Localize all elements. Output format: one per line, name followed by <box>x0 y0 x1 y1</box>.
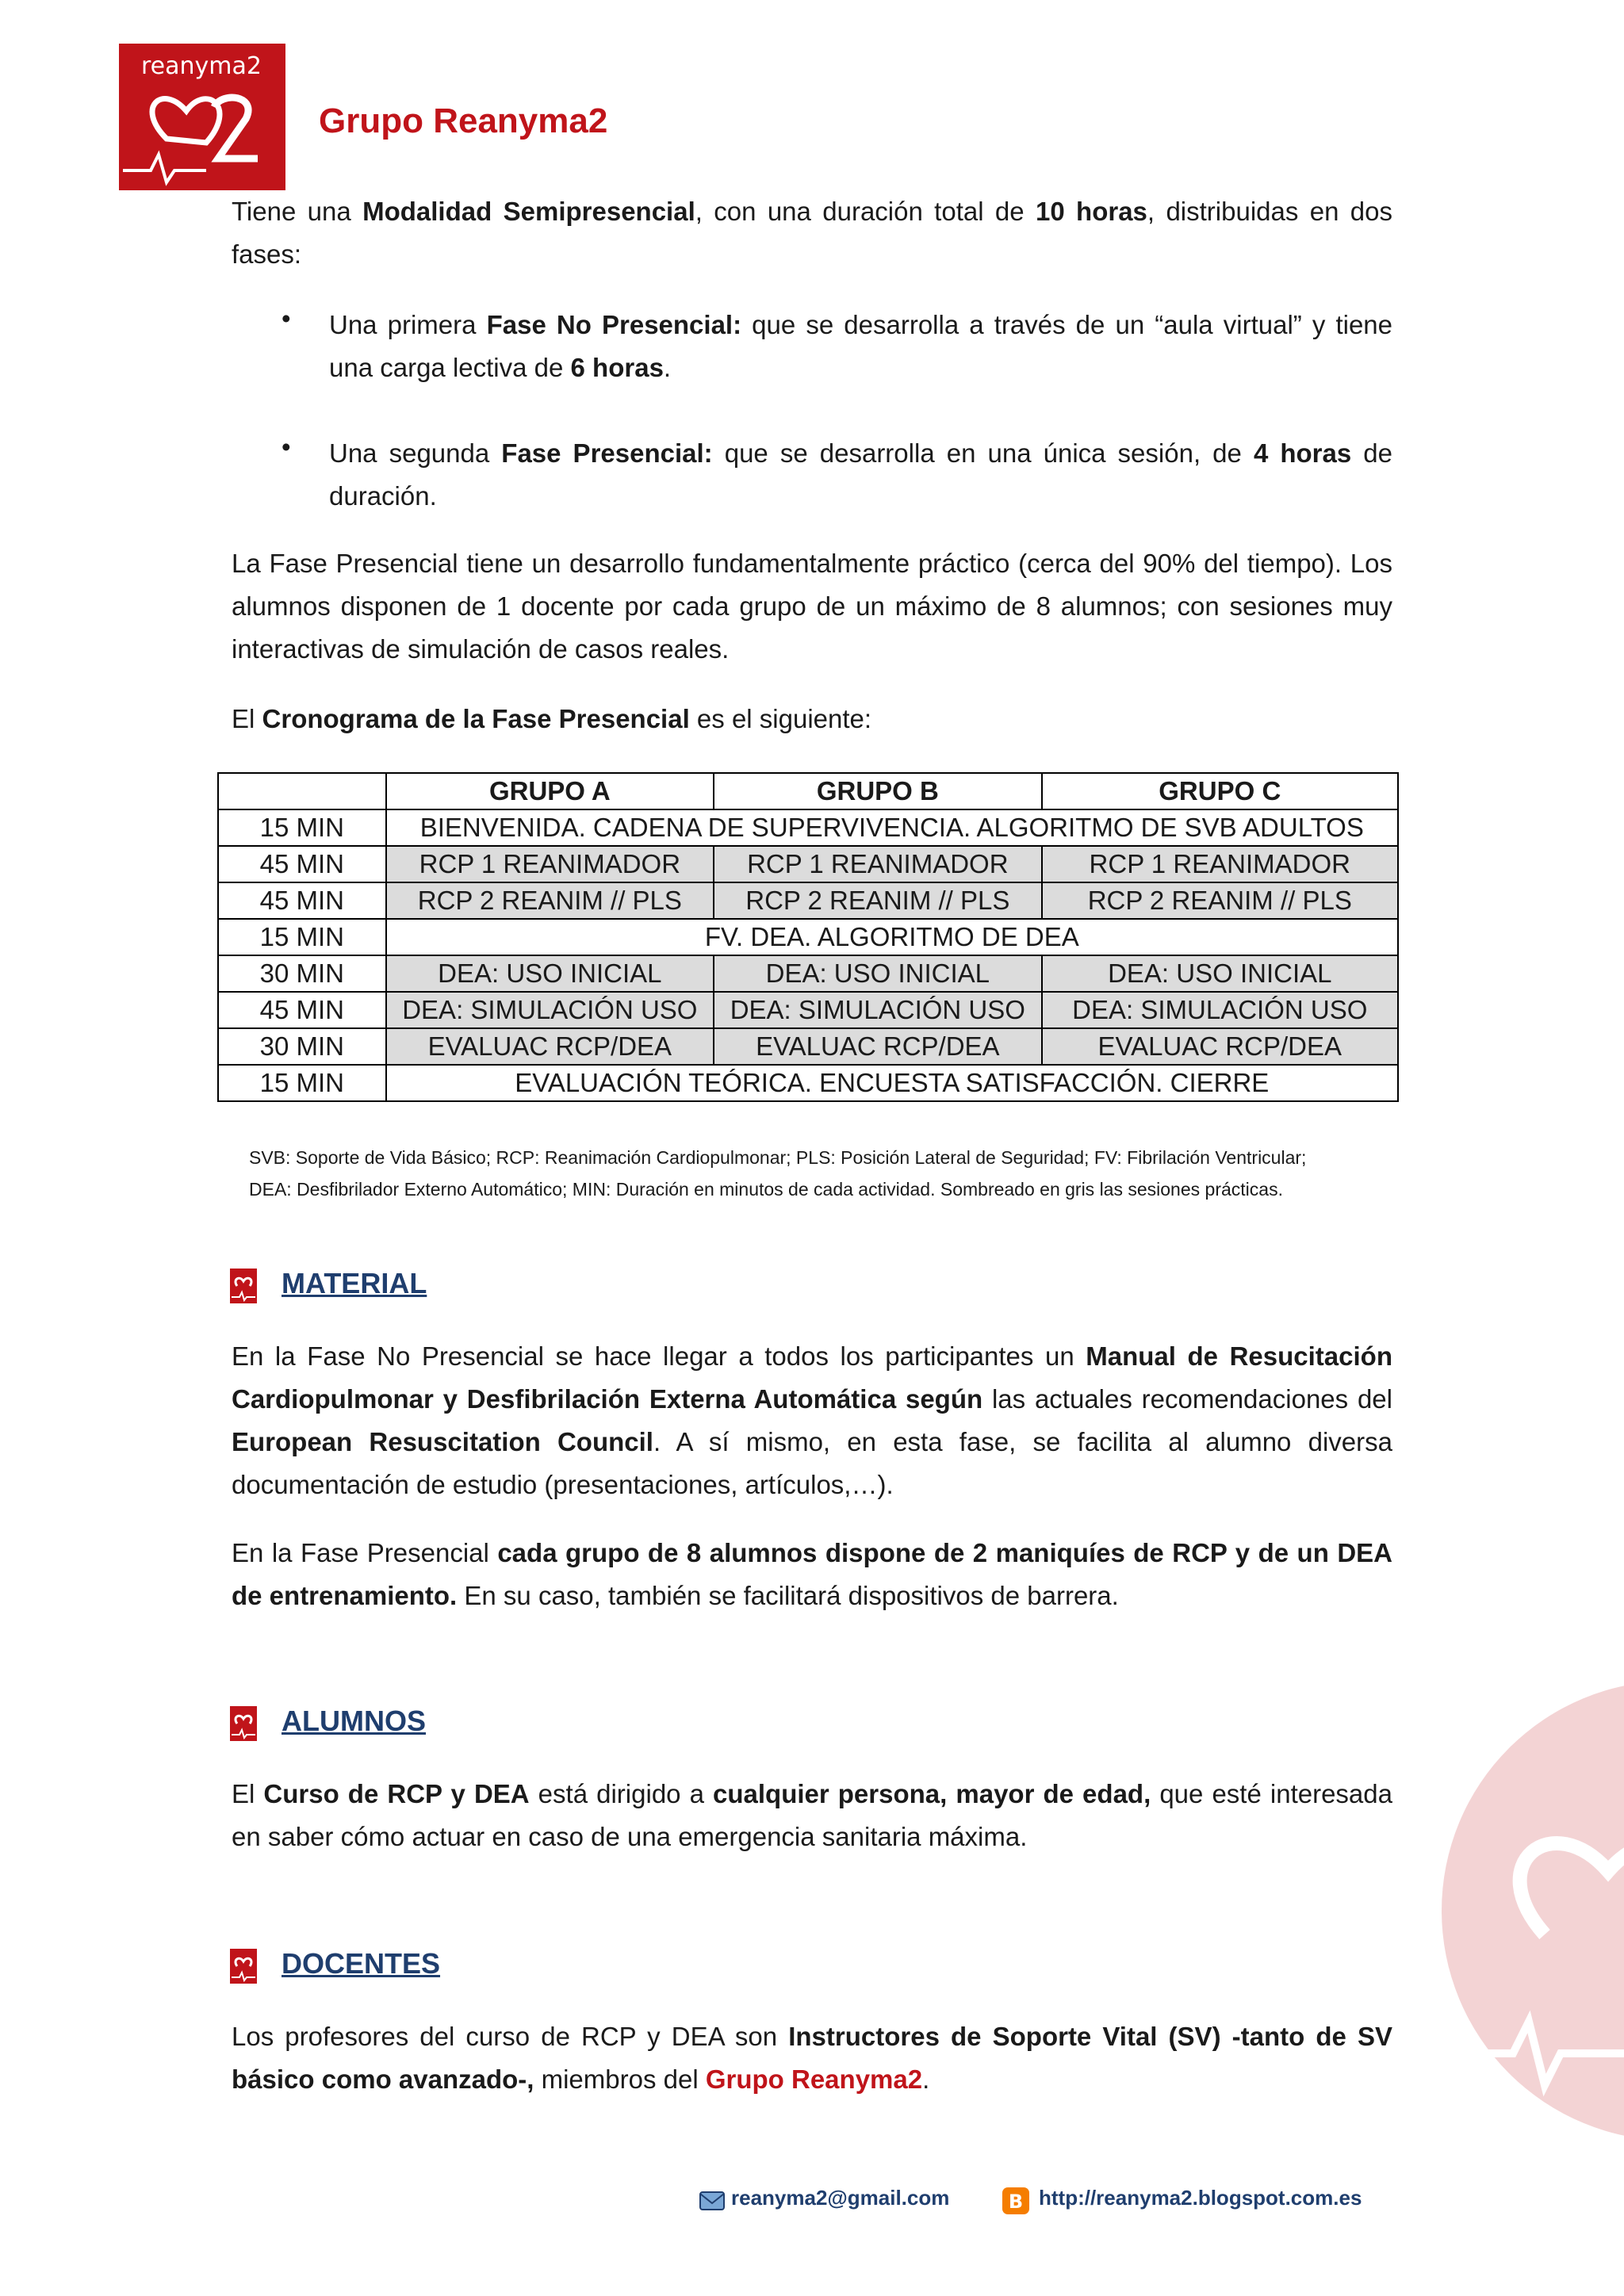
time-cell: 45 MIN <box>218 882 386 919</box>
table-cell: RCP 2 REANIM // PLS <box>1042 882 1398 919</box>
table-cell: RCP 2 REANIM // PLS <box>386 882 714 919</box>
table-row <box>218 992 1398 1028</box>
time-cell: 15 MIN <box>218 919 386 955</box>
practical-paragraph: La Fase Presencial tiene un desarrollo fundamentalmente práctico (cerca del 90% del tiempo). Los alumnos disponen de 1 docente por cada grupo de un máximo de 8 alumnos; con sesiones muy interactivas de simulación de casos reales. <box>232 549 1392 664</box>
blogger-icon <box>1001 2186 1031 2216</box>
table-row <box>218 846 1398 882</box>
schedule-table <box>217 772 1399 1102</box>
table-cell: EVALUAC RCP/DEA <box>1042 1028 1398 1065</box>
docentes-paragraph: Los profesores del curso de RCP y DEA son Instructores de Soporte Vital (SV) -tanto de SV básico como avanzado-, miembros del Grupo Reanyma2. <box>232 2022 1393 2094</box>
table-row <box>218 809 1398 846</box>
material-paragraph-2: En la Fase Presencial cada grupo de 8 alumnos dispone de 2 maniquíes de RCP y de un DEA de entrenamiento. En su caso, también se facilitará dispositivos de barrera. <box>232 1538 1392 1610</box>
table-legend-line: SVB: Soporte de Vida Básico; RCP: Reanimación Cardiopulmonar; PLS: Posición Lateral de Seguridad; FV: Fibrilación Ventricular; <box>249 1147 1307 1168</box>
table-cell: DEA: SIMULACIÓN USO <box>1042 992 1398 1028</box>
material-paragraph-1: En la Fase No Presencial se hace llegar a todos los participantes un Manual de Resucitación Cardiopulmonar y Desfibrilación Externa Automática según las actuales recomendaciones del European Resuscitation Council. A sí mismo, en esta fase, se facilita al alumno diversa documentación de estudio (presentaciones, artículos,…). <box>232 1341 1392 1499</box>
table-row <box>218 1028 1398 1065</box>
section-title-material: MATERIAL <box>282 1267 427 1299</box>
time-cell: 45 MIN <box>218 992 386 1028</box>
table-cell: RCP 2 REANIM // PLS <box>714 882 1041 919</box>
table-cell: RCP 1 REANIMADOR <box>714 846 1041 882</box>
table-header-cell: GRUPO C <box>1042 773 1398 809</box>
schedule-intro: El Cronograma de la Fase Presencial es el siguiente: <box>232 704 872 733</box>
time-cell: 45 MIN <box>218 846 386 882</box>
table-row <box>218 955 1398 992</box>
time-cell: 30 MIN <box>218 1028 386 1065</box>
reanyma2-logo-icon <box>119 44 285 190</box>
table-cell: EVALUAC RCP/DEA <box>386 1028 714 1065</box>
section-logo-icon <box>230 1949 257 1984</box>
table-row <box>218 1065 1398 1101</box>
table-cell: DEA: SIMULACIÓN USO <box>714 992 1041 1028</box>
table-span-cell: FV. DEA. ALGORITMO DE DEA <box>386 919 1398 955</box>
footer-blog-link[interactable]: http://reanyma2.blogspot.com.es <box>1039 2186 1362 2210</box>
brand-title: Grupo Reanyma2 <box>319 101 608 140</box>
bullet-dot: • <box>282 432 291 461</box>
table-row <box>218 919 1398 955</box>
watermark-logo-icon <box>1434 1673 1624 2149</box>
table-cell: EVALUAC RCP/DEA <box>714 1028 1041 1065</box>
table-header-cell: GRUPO A <box>386 773 714 809</box>
time-cell: 15 MIN <box>218 809 386 846</box>
bullet-item-no-presencial: Una primera Fase No Presencial: que se desarrolla a través de un “aula virtual” y tiene una carga lectiva de 6 horas. <box>329 310 1393 382</box>
bullet-dot: • <box>282 304 291 333</box>
email-icon <box>698 2186 728 2216</box>
table-cell: DEA: USO INICIAL <box>714 955 1041 992</box>
svg-text:reanyma2: reanyma2 <box>141 52 262 80</box>
time-cell: 30 MIN <box>218 955 386 992</box>
section-logo-icon <box>230 1269 257 1303</box>
svg-text:B: B <box>1008 2191 1024 2213</box>
bullet-item-presencial: Una segunda Fase Presencial: que se desarrolla en una única sesión, de 4 horas de duración. <box>329 438 1392 511</box>
table-span-cell: EVALUACIÓN TEÓRICA. ENCUESTA SATISFACCIÓN. CIERRE <box>386 1065 1398 1101</box>
table-header-cell: GRUPO B <box>714 773 1041 809</box>
table-cell: DEA: USO INICIAL <box>1042 955 1398 992</box>
section-title-alumnos: ALUMNOS <box>282 1705 426 1737</box>
footer-email-link[interactable]: reanyma2@gmail.com <box>731 2186 950 2210</box>
table-cell: RCP 1 REANIMADOR <box>386 846 714 882</box>
table-header-empty <box>218 773 386 809</box>
table-cell: RCP 1 REANIMADOR <box>1042 846 1398 882</box>
table-cell: DEA: SIMULACIÓN USO <box>386 992 714 1028</box>
alumnos-paragraph: El Curso de RCP y DEA está dirigido a cualquier persona, mayor de edad, que esté interesada en saber cómo actuar en caso de una emergencia sanitaria máxima. <box>232 1779 1392 1851</box>
table-cell: DEA: USO INICIAL <box>386 955 714 992</box>
table-span-cell: BIENVENIDA. CADENA DE SUPERVIVENCIA. ALGORITMO DE SVB ADULTOS <box>386 809 1398 846</box>
intro-paragraph: Tiene una Modalidad Semipresencial, con una duración total de 10 horas, distribuidas en dos fases: <box>232 197 1392 269</box>
section-logo-icon <box>230 1706 257 1741</box>
table-header-row <box>218 773 1398 809</box>
section-title-docentes: DOCENTES <box>282 1947 441 1980</box>
table-legend-line: DEA: Desfibrilador Externo Automático; MIN: Duración en minutos de cada actividad. Sombreado en gris las sesiones prácticas. <box>249 1179 1283 1200</box>
table-row <box>218 882 1398 919</box>
time-cell: 15 MIN <box>218 1065 386 1101</box>
